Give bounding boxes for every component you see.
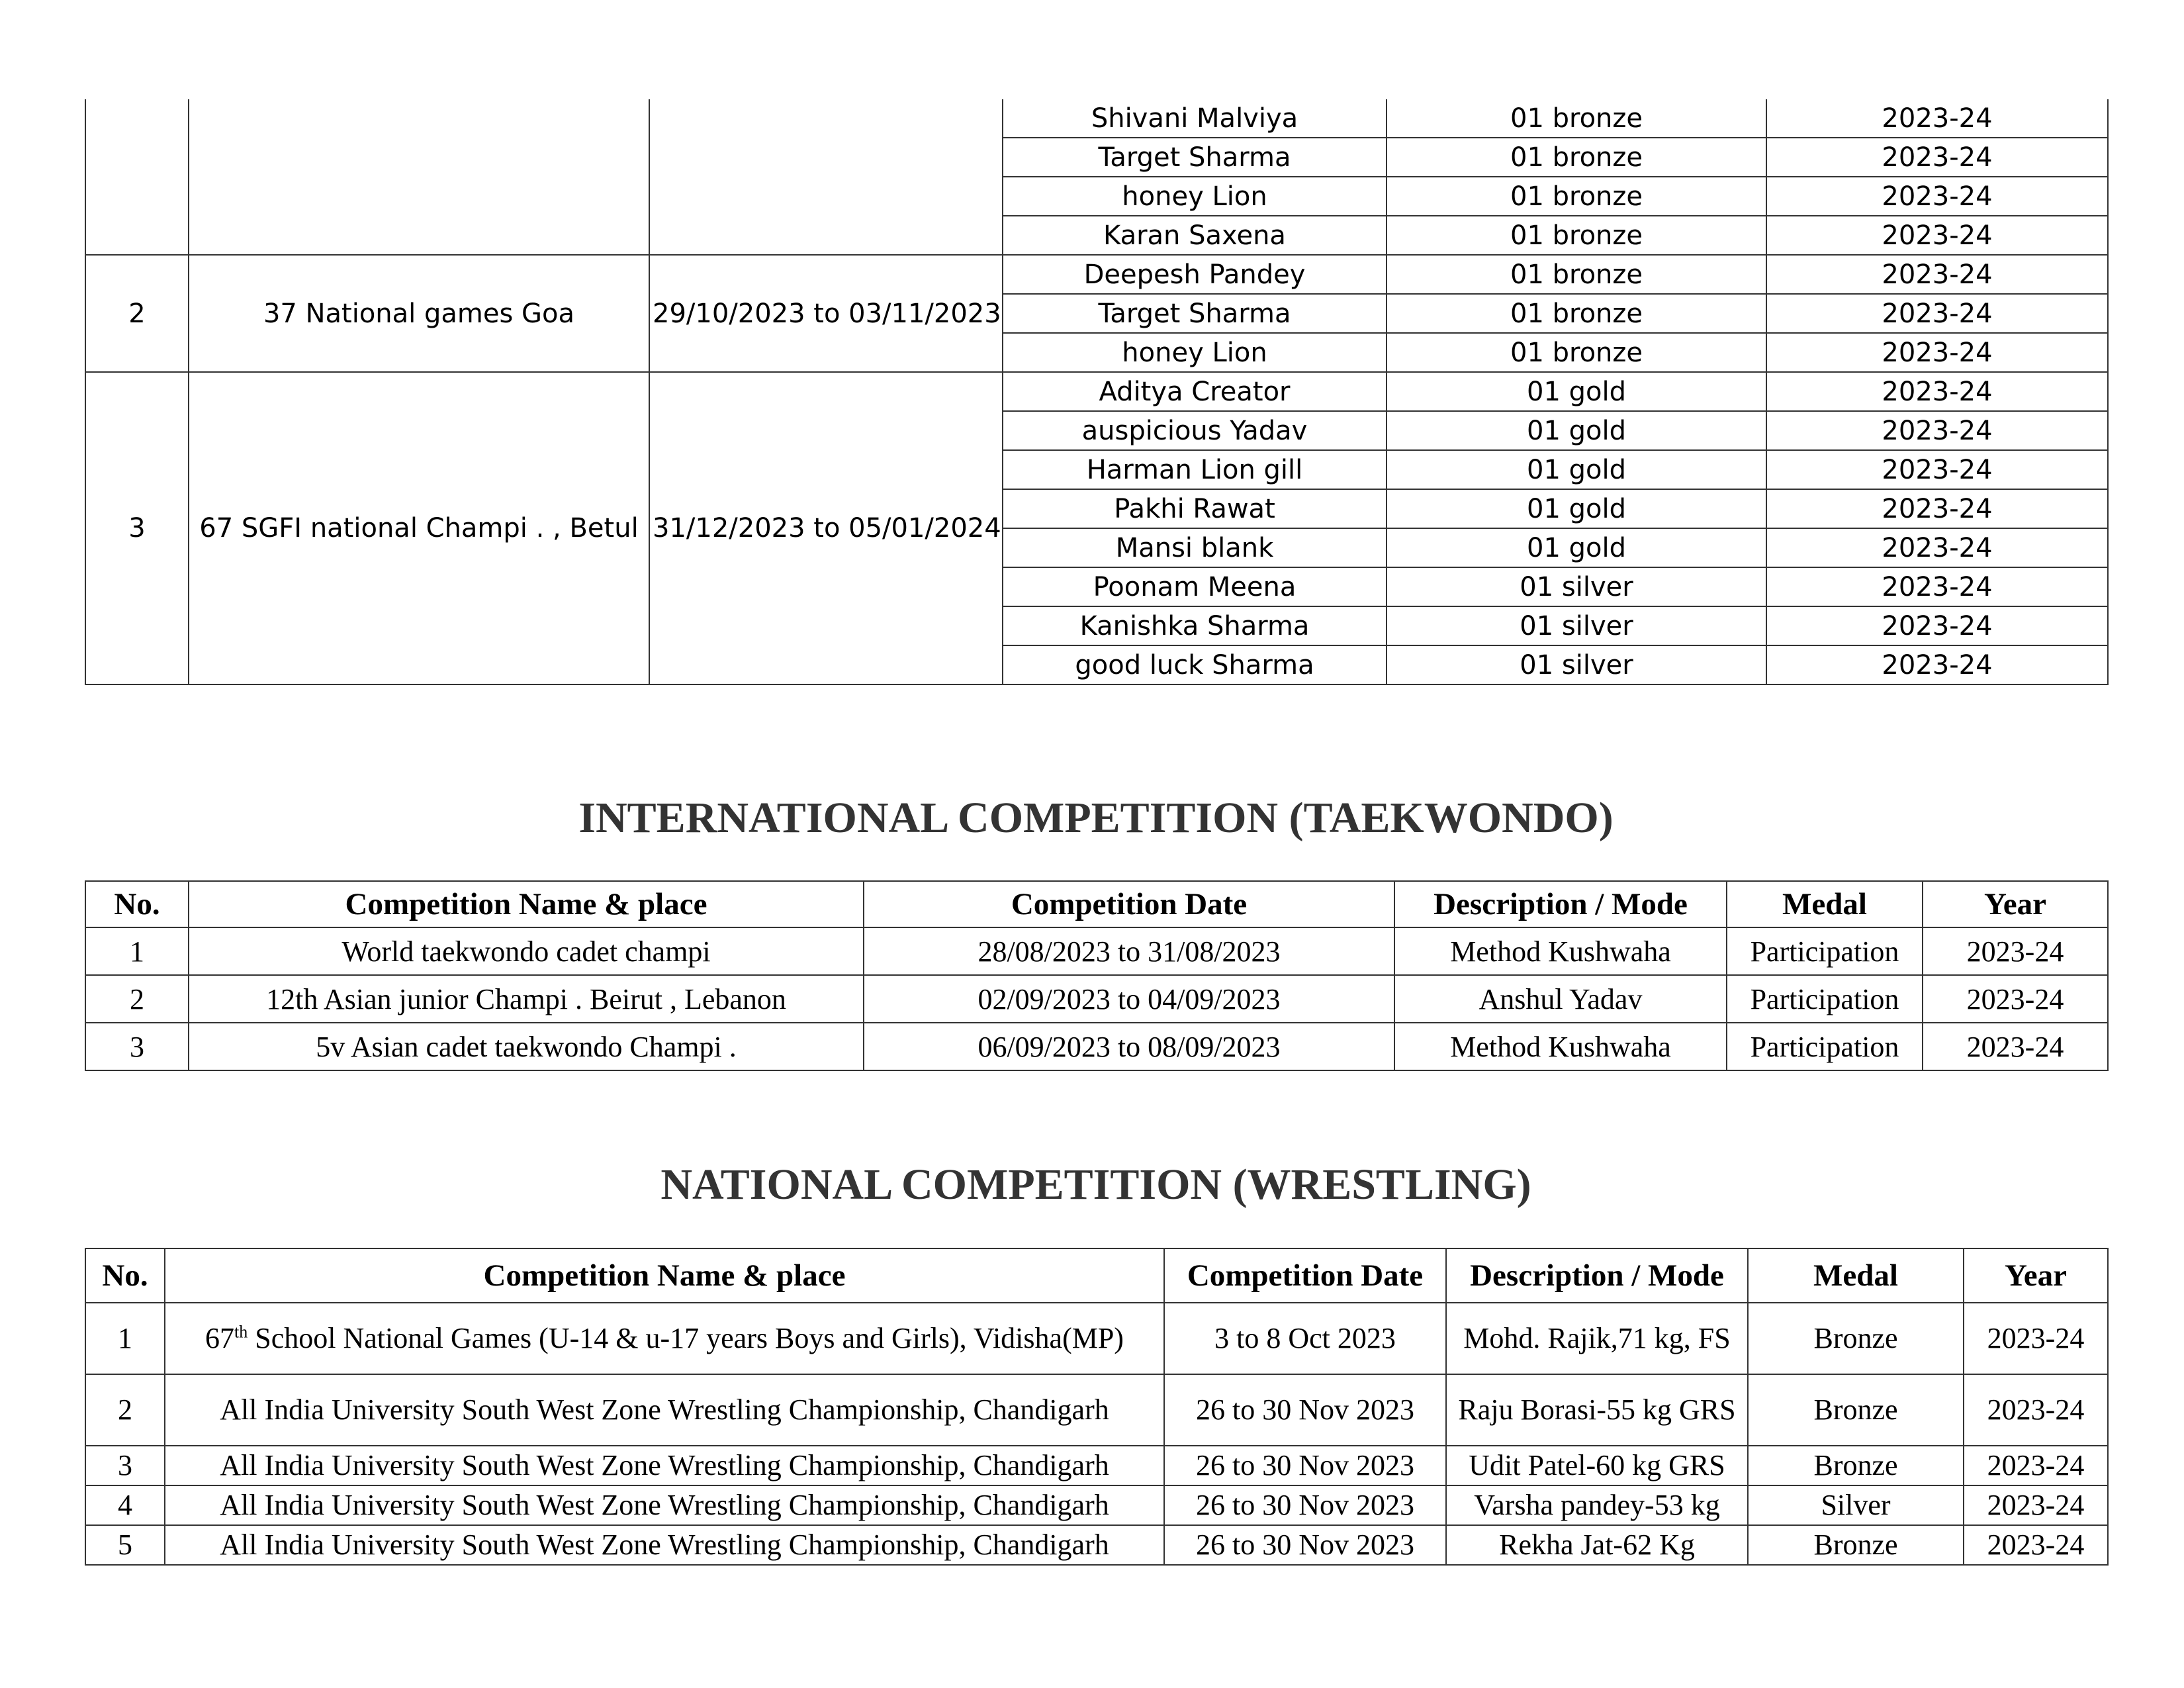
year-cell: 2023-24 <box>1964 1374 2108 1446</box>
date-cell <box>649 99 1003 255</box>
table-row <box>85 255 2108 294</box>
no-cell: 1 <box>85 927 189 975</box>
medal-cell: Participation <box>1727 975 1923 1023</box>
medal-cell: 01 bronze <box>1387 216 1766 255</box>
description-cell: Rekha Jat-62 Kg <box>1446 1525 1748 1565</box>
athlete-name: Target Sharma <box>1003 294 1387 333</box>
competition-prefix: 67 <box>205 1322 235 1354</box>
athlete-name: Shivani Malviya <box>1003 99 1387 138</box>
date-cell: 06/09/2023 to 08/09/2023 <box>864 1023 1394 1070</box>
header-description: Description / Mode <box>1394 881 1727 927</box>
medal-cell: Participation <box>1727 1023 1923 1070</box>
athlete-name: auspicious Yadav <box>1003 411 1387 450</box>
athlete-name: Target Sharma <box>1003 138 1387 177</box>
year-cell: 2023-24 <box>1766 177 2108 216</box>
date-cell: 28/08/2023 to 31/08/2023 <box>864 927 1394 975</box>
national-results-table-continued <box>85 99 2109 685</box>
no-cell: 5 <box>85 1525 165 1565</box>
year-cell: 2023-24 <box>1766 489 2108 528</box>
header-description: Description / Mode <box>1446 1248 1748 1303</box>
athlete-name: Deepesh Pandey <box>1003 255 1387 294</box>
table-row <box>85 927 2108 975</box>
description-cell: Udit Patel-60 kg GRS <box>1446 1446 1748 1485</box>
wrestling-table <box>85 1248 2109 1566</box>
medal-cell: 01 bronze <box>1387 333 1766 372</box>
year-cell: 2023-24 <box>1964 1525 2108 1565</box>
year-cell: 2023-24 <box>1766 372 2108 411</box>
year-cell: 2023-24 <box>1766 450 2108 489</box>
athlete-name: Harman Lion gill <box>1003 450 1387 489</box>
no-cell: 4 <box>85 1485 165 1525</box>
medal-cell: 01 silver <box>1387 606 1766 645</box>
header-medal: Medal <box>1727 881 1923 927</box>
description-cell: Method Kushwaha <box>1394 927 1727 975</box>
competition-cell: All India University South West Zone Wrestling Championship, Chandigarh <box>165 1374 1164 1446</box>
athlete-name: Mansi blank <box>1003 528 1387 567</box>
medal-cell: 01 silver <box>1387 567 1766 606</box>
medal-cell: 01 bronze <box>1387 294 1766 333</box>
medal-cell: 01 gold <box>1387 528 1766 567</box>
year-cell: 2023-24 <box>1766 528 2108 567</box>
competition-cell: 5v Asian cadet taekwondo Champi . <box>189 1023 864 1070</box>
competition-cell: 12th Asian junior Champi . Beirut , Lebanon <box>189 975 864 1023</box>
athlete-name: Aditya Creator <box>1003 372 1387 411</box>
header-competition: Competition Name & place <box>189 881 864 927</box>
table-row <box>85 1446 2108 1485</box>
athlete-name: Pakhi Rawat <box>1003 489 1387 528</box>
year-cell: 2023-24 <box>1964 1303 2108 1374</box>
athlete-name: good luck Sharma <box>1003 645 1387 684</box>
medal-cell: 01 gold <box>1387 489 1766 528</box>
competition-text: School National Games (U-14 & u-17 years Boys and Girls), Vidisha(MP) <box>248 1322 1124 1354</box>
year-cell: 2023-24 <box>1766 567 2108 606</box>
medal-cell: Bronze <box>1748 1374 1964 1446</box>
medal-cell: 01 gold <box>1387 450 1766 489</box>
year-cell: 2023-24 <box>1766 255 2108 294</box>
header-year: Year <box>1923 881 2108 927</box>
table-header-row <box>85 1248 2108 1303</box>
header-medal: Medal <box>1748 1248 1964 1303</box>
no-cell: 2 <box>85 255 189 372</box>
year-cell: 2023-24 <box>1923 927 2108 975</box>
medal-cell: Participation <box>1727 927 1923 975</box>
year-cell: 2023-24 <box>1766 216 2108 255</box>
header-no: No. <box>85 881 189 927</box>
no-cell: 2 <box>85 1374 165 1446</box>
description-cell: Varsha pandey-53 kg <box>1446 1485 1748 1525</box>
athlete-name: honey Lion <box>1003 177 1387 216</box>
medal-cell: 01 bronze <box>1387 177 1766 216</box>
description-cell: Raju Borasi-55 kg GRS <box>1446 1374 1748 1446</box>
description-cell: Mohd. Rajik,71 kg, FS <box>1446 1303 1748 1374</box>
date-cell: 26 to 30 Nov 2023 <box>1164 1485 1446 1525</box>
description-cell: Anshul Yadav <box>1394 975 1727 1023</box>
table-row <box>85 1303 2108 1374</box>
table-row <box>85 1525 2108 1565</box>
medal-cell: 01 gold <box>1387 411 1766 450</box>
medal-cell: 01 gold <box>1387 372 1766 411</box>
table-row <box>85 1374 2108 1446</box>
athlete-name: honey Lion <box>1003 333 1387 372</box>
year-cell: 2023-24 <box>1923 1023 2108 1070</box>
medal-cell: Bronze <box>1748 1446 1964 1485</box>
header-date: Competition Date <box>1164 1248 1446 1303</box>
table-header-row <box>85 881 2108 927</box>
no-cell: 2 <box>85 975 189 1023</box>
year-cell: 2023-24 <box>1766 333 2108 372</box>
header-no: No. <box>85 1248 165 1303</box>
no-cell <box>85 99 189 255</box>
date-cell: 3 to 8 Oct 2023 <box>1164 1303 1446 1374</box>
header-date: Competition Date <box>864 881 1394 927</box>
date-cell: 26 to 30 Nov 2023 <box>1164 1525 1446 1565</box>
year-cell: 2023-24 <box>1766 645 2108 684</box>
competition-cell: 67 SGFI national Champi . , Betul <box>189 372 649 684</box>
competition-cell: 37 National games Goa <box>189 255 649 372</box>
medal-cell: 01 bronze <box>1387 138 1766 177</box>
athlete-name: Poonam Meena <box>1003 567 1387 606</box>
wrestling-section-title: NATIONAL COMPETITION (WRESTLING) <box>660 1160 1531 1209</box>
table-row <box>85 99 2108 138</box>
year-cell: 2023-24 <box>1964 1446 2108 1485</box>
competition-cell: All India University South West Zone Wrestling Championship, Chandigarh <box>165 1446 1164 1485</box>
date-cell: 02/09/2023 to 04/09/2023 <box>864 975 1394 1023</box>
year-cell: 2023-24 <box>1766 411 2108 450</box>
medal-cell: 01 bronze <box>1387 255 1766 294</box>
no-cell: 3 <box>85 1023 189 1070</box>
table-row <box>85 372 2108 411</box>
taekwondo-table <box>85 880 2109 1071</box>
medal-cell: Silver <box>1748 1485 1964 1525</box>
table-row <box>85 975 2108 1023</box>
table-row <box>85 1023 2108 1070</box>
date-cell: 29/10/2023 to 03/11/2023 <box>649 255 1003 372</box>
medal-cell: Bronze <box>1748 1303 1964 1374</box>
athlete-name: Kanishka Sharma <box>1003 606 1387 645</box>
description-cell: Method Kushwaha <box>1394 1023 1727 1070</box>
competition-cell: World taekwondo cadet champi <box>189 927 864 975</box>
year-cell: 2023-24 <box>1766 138 2108 177</box>
table-row <box>85 1485 2108 1525</box>
no-cell: 1 <box>85 1303 165 1374</box>
header-competition: Competition Name & place <box>165 1248 1164 1303</box>
competition-cell <box>189 99 649 255</box>
date-cell: 31/12/2023 to 05/01/2024 <box>649 372 1003 684</box>
medal-cell: 01 bronze <box>1387 99 1766 138</box>
competition-cell: All India University South West Zone Wrestling Championship, Chandigarh <box>165 1525 1164 1565</box>
year-cell: 2023-24 <box>1766 294 2108 333</box>
year-cell: 2023-24 <box>1923 975 2108 1023</box>
header-year: Year <box>1964 1248 2108 1303</box>
athlete-name: Karan Saxena <box>1003 216 1387 255</box>
competition-cell: All India University South West Zone Wrestling Championship, Chandigarh <box>165 1485 1164 1525</box>
competition-cell <box>165 1303 1164 1374</box>
date-cell: 26 to 30 Nov 2023 <box>1164 1446 1446 1485</box>
medal-cell: 01 silver <box>1387 645 1766 684</box>
year-cell: 2023-24 <box>1766 606 2108 645</box>
ordinal-suffix: th <box>234 1322 248 1342</box>
no-cell: 3 <box>85 1446 165 1485</box>
date-cell: 26 to 30 Nov 2023 <box>1164 1374 1446 1446</box>
no-cell: 3 <box>85 372 189 684</box>
medal-cell: Bronze <box>1748 1525 1964 1565</box>
year-cell: 2023-24 <box>1766 99 2108 138</box>
taekwondo-section-title: INTERNATIONAL COMPETITION (TAEKWONDO) <box>578 794 1614 842</box>
year-cell: 2023-24 <box>1964 1485 2108 1525</box>
